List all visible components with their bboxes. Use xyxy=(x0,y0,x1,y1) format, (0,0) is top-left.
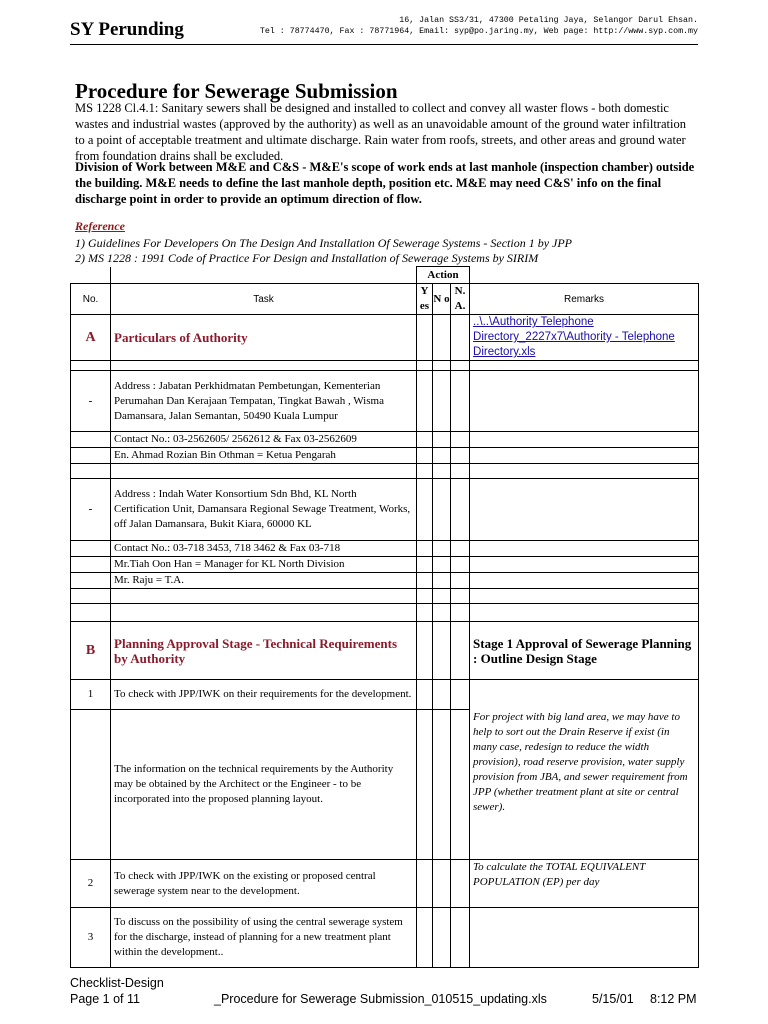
authority-directory-link[interactable]: ..\..\Authority Telephone Directory_2227x7\Authority - Telephone Directory.xls xyxy=(470,315,699,361)
checklist-table xyxy=(70,266,699,968)
row-marker: - xyxy=(71,371,111,432)
footer-date: 5/15/01 xyxy=(592,992,634,1006)
na-header: N. A. xyxy=(451,284,470,315)
authority-address: Address : Indah Water Konsortium Sdn Bhd, KL North Certification Unit, Damansara Regional Sewage Treatment, Works, off Jalan Damansara, Bukit Kiara, 60000 KL xyxy=(111,479,417,541)
task-text: The information on the technical requirements by the Authority may be obtained by the Architect or the Engineer - to be incorporated into the proposed planning layout. xyxy=(111,710,417,860)
remarks-header: Remarks xyxy=(470,284,699,315)
authority-address: Address : Jabatan Perkhidmatan Pembetungan, Kementerian Perumahan Dan Kerajaan Tempatan, Tingkat Bawah , Wisma Damansara, Jalan Semantan, 50490 Kuala Lumpur xyxy=(111,371,417,432)
remark-text: For project with big land area, we may have to help to sort out the Drain Reserve if exist (in many case, redesign to reduce the width provision), road reserve provision, water supply provision from JBA, and sewer requirement from JPP (whether treatment plant at site or central sewer). xyxy=(470,710,699,860)
footer-page-number: Page 1 of 11 xyxy=(70,992,140,1006)
footer-sheet-name: Checklist-Design xyxy=(70,976,164,990)
section-letter: A xyxy=(71,315,111,361)
section-letter: B xyxy=(71,622,111,680)
table-row xyxy=(71,860,699,908)
reference-item: 2) MS 1228 : 1991 Code of Practice For Design and Installation of Sewerage Systems by SIRIM xyxy=(75,251,539,265)
table-row xyxy=(71,622,699,680)
intro-paragraph: MS 1228 Cl.4.1: Sanitary sewers shall be designed and installed to collect and convey all waster flows - both domestic wastes and industrial wastes (approved by the authority) as well as an unavoidable amount of the ground water infiltration to a point of acceptable treatment and ultimate discharge. Rain water from roofs, streets, and other areas and ground water from foundation drains shall be excluded. xyxy=(75,101,686,163)
row-marker: - xyxy=(71,479,111,541)
authority-person: Mr. Raju = T.A. xyxy=(111,573,417,589)
authority-person: Mr.Tiah Oon Han = Manager for KL North Division xyxy=(111,557,417,573)
table-row xyxy=(71,448,699,464)
table-row xyxy=(71,315,699,361)
table-row xyxy=(71,432,699,448)
section-title: Planning Approval Stage - Technical Requirements by Authority xyxy=(111,622,417,680)
division-of-work: Division of Work between M&E and C&S - M&E's scope of work ends at last manhole (inspection chamber) outside the building. M&E needs to define the last manhole depth, position etc. M&E may need C&S' info on the final discharge point in order to provide an optimum direction of flow. xyxy=(75,160,695,206)
table-row xyxy=(71,371,699,432)
reference-item: 1) Guidelines For Developers On The Design And Installation Of Sewerage Systems - Section 1 by JPP xyxy=(75,236,573,250)
section-title: Particulars of Authority xyxy=(111,315,417,361)
row-number: 2 xyxy=(71,860,111,908)
task-header: Task xyxy=(111,284,417,315)
table-row xyxy=(71,557,699,573)
header-divider xyxy=(70,44,698,45)
yes-header: Y es xyxy=(417,284,433,315)
table-row xyxy=(71,710,699,860)
table-row xyxy=(71,541,699,557)
action-header: Action xyxy=(417,267,470,284)
authority-person: En. Ahmad Rozian Bin Othman = Ketua Pengarah xyxy=(111,448,417,464)
table-row xyxy=(71,589,699,604)
task-text: To check with JPP/IWK on the existing or proposed central sewerage system near to the development. xyxy=(111,860,417,908)
table-row xyxy=(71,361,699,371)
row-number: 3 xyxy=(71,908,111,968)
address-line: 16, Jalan SS3/31, 47300 Petaling Jaya, Selangor Darul Ehsan. xyxy=(399,16,698,25)
task-text: To check with JPP/IWK on their requirements for the development. xyxy=(111,680,417,710)
authority-contact: Contact No.: 03-2562605/ 2562612 & Fax 03-2562609 xyxy=(111,432,417,448)
no-header: No. xyxy=(71,284,111,315)
company-name: SY Perunding xyxy=(70,19,184,40)
table-row xyxy=(71,908,699,968)
stage-remark: Stage 1 Approval of Sewerage Planning : Outline Design Stage xyxy=(470,622,699,680)
company-address xyxy=(260,15,698,37)
authority-contact: Contact No.: 03-718 3453, 718 3462 & Fax 03-718 xyxy=(111,541,417,557)
row-number: 1 xyxy=(71,680,111,710)
page-title: Procedure for Sewerage Submission xyxy=(75,79,398,103)
table-row xyxy=(71,464,699,479)
task-text: To discuss on the possibility of using the central sewerage system for the discharge, instead of planning for a new treatment plant within the development.. xyxy=(111,908,417,968)
table-row xyxy=(71,604,699,622)
table-row xyxy=(71,573,699,589)
reference-heading: Reference xyxy=(75,219,125,233)
footer-time: 8:12 PM xyxy=(650,992,697,1006)
remark-text: To calculate the TOTAL EQUIVALENT POPULATION (EP) per day xyxy=(470,860,699,908)
table-row xyxy=(71,479,699,541)
table-row xyxy=(71,680,699,710)
footer-file-name: _Procedure for Sewerage Submission_010515_updating.xls xyxy=(214,992,547,1006)
no-action-header: N o xyxy=(433,284,451,315)
contact-line: Tel : 78774470, Fax : 78771964, Email: syp@po.jaring.my, Web page: http://www.syp.com.my xyxy=(259,27,698,36)
